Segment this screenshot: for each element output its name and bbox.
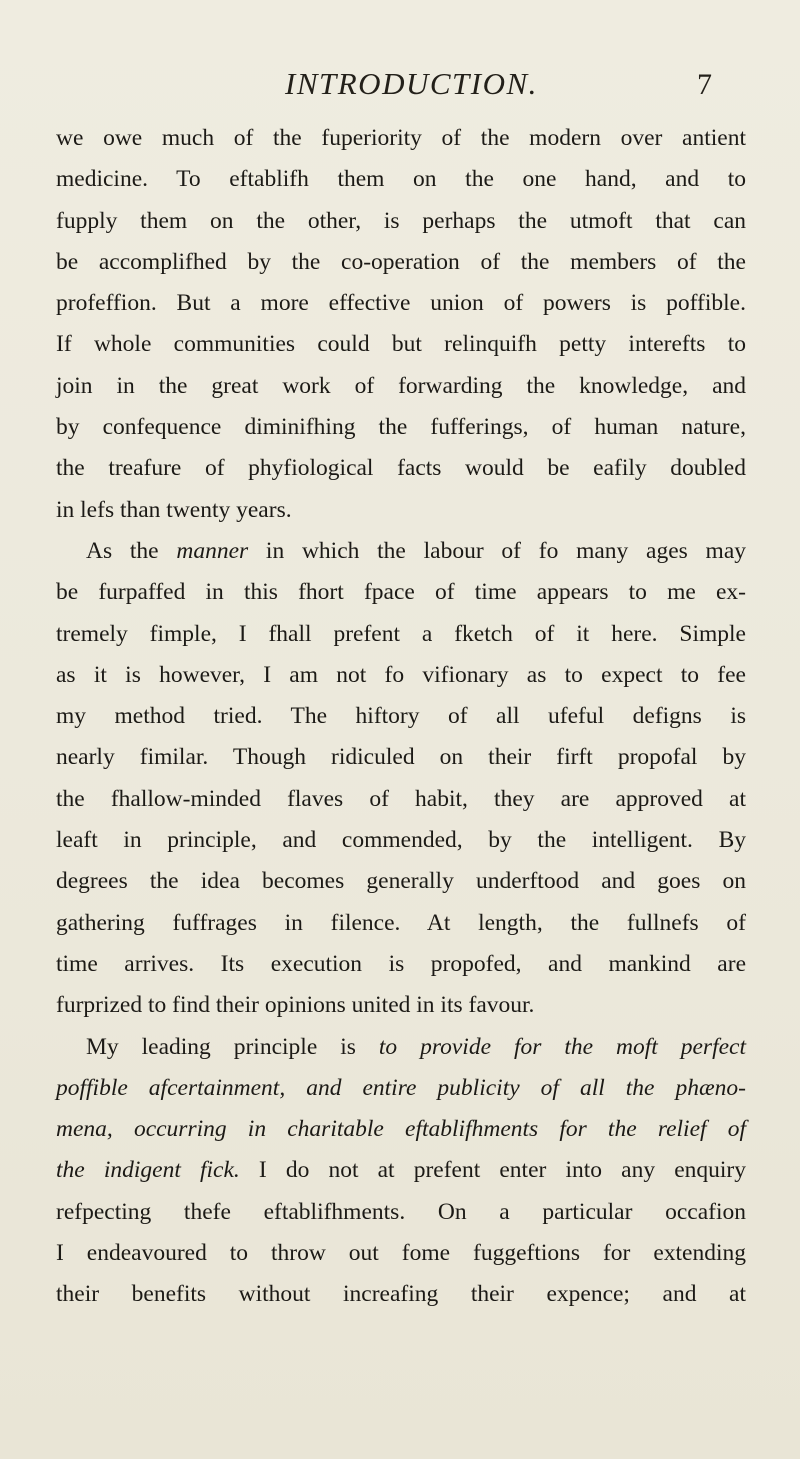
- page-header: [0, 66, 800, 106]
- text-line: degrees the idea becomes generally underftood and goes on: [56, 868, 746, 895]
- text-line-manner: [56, 531, 746, 572]
- body-text: [56, 118, 746, 1316]
- text-line: the fhallow-minded flaves of habit, they are approved at: [56, 785, 746, 812]
- text-line: the treafure of phyfiological facts would be eafily doubled: [56, 455, 746, 482]
- text-line-indigent: [56, 1150, 746, 1191]
- text-line: their benefits without increafing their expence; and at: [56, 1281, 746, 1308]
- emphasis-text: to provide for the moft perfect: [378, 1033, 747, 1060]
- text-run: in which the labour of fo many ages may: [265, 537, 747, 564]
- text-line: my method tried. The hiftory of all ufeful defigns is: [56, 703, 746, 730]
- text-line: by confequence diminifhing the fufferings, of human nature,: [56, 414, 746, 441]
- text-line: be accomplifhed by the co-operation of the members of the: [56, 248, 746, 275]
- emphasis-text: manner: [176, 537, 249, 564]
- text-line: If whole communities could but relinquifh petty interefts to: [56, 331, 746, 358]
- text-line-principle: [56, 1027, 746, 1068]
- running-head: INTRODUCTION.: [285, 66, 538, 101]
- text-line: tremely fimple, I fhall prefent a fketch of it here. Simple: [56, 620, 746, 647]
- text-line: be furpaffed in this fhort fpace of time appears to me ex-: [56, 579, 746, 606]
- text-line: medicine. To eftablifh them on the one hand, and to: [56, 166, 746, 193]
- text-run: As the: [86, 537, 159, 564]
- text-line: furprized to find their opinions united in its favour.: [56, 992, 535, 1019]
- text-line: gathering fuffrages in filence. At length, the fullnefs of: [56, 909, 746, 936]
- page-number: 7: [697, 68, 712, 101]
- text-line: fupply them on the other, is perhaps the utmoft that can: [56, 207, 746, 234]
- text-line: profeffion. But a more effective union of powers is poffible.: [56, 290, 746, 317]
- text-line: we owe much of the fuperiority of the modern over antient: [56, 125, 746, 151]
- text-line: I endeavoured to throw out fome fuggeftions for extending: [56, 1240, 746, 1267]
- text-run: I do not at prefent enter into any enquiry: [258, 1157, 746, 1184]
- emphasis-line: poffible afcertainment, and entire publicity of all the phæno-: [56, 1074, 746, 1101]
- emphasis-text: the indigent fick.: [56, 1157, 240, 1184]
- emphasis-line: mena, occurring in charitable eftablifhments for the relief of: [56, 1116, 746, 1143]
- text-line: nearly fimilar. Though ridiculed on their firft propofal by: [56, 744, 746, 771]
- text-line: in lefs than twenty years.: [56, 496, 292, 523]
- text-line: refpecting thefe eftablifhments. On a particular occafion: [56, 1198, 746, 1225]
- text-line: as it is however, I am not fo vifionary as to expect to fee: [56, 661, 746, 688]
- text-line: leaft in principle, and commended, by the intelligent. By: [56, 827, 746, 854]
- text-run: My leading principle is: [86, 1033, 356, 1060]
- text-line: join in the great work of forwarding the knowledge, and: [56, 372, 746, 399]
- text-line: time arrives. Its execution is propofed, and mankind are: [56, 950, 746, 977]
